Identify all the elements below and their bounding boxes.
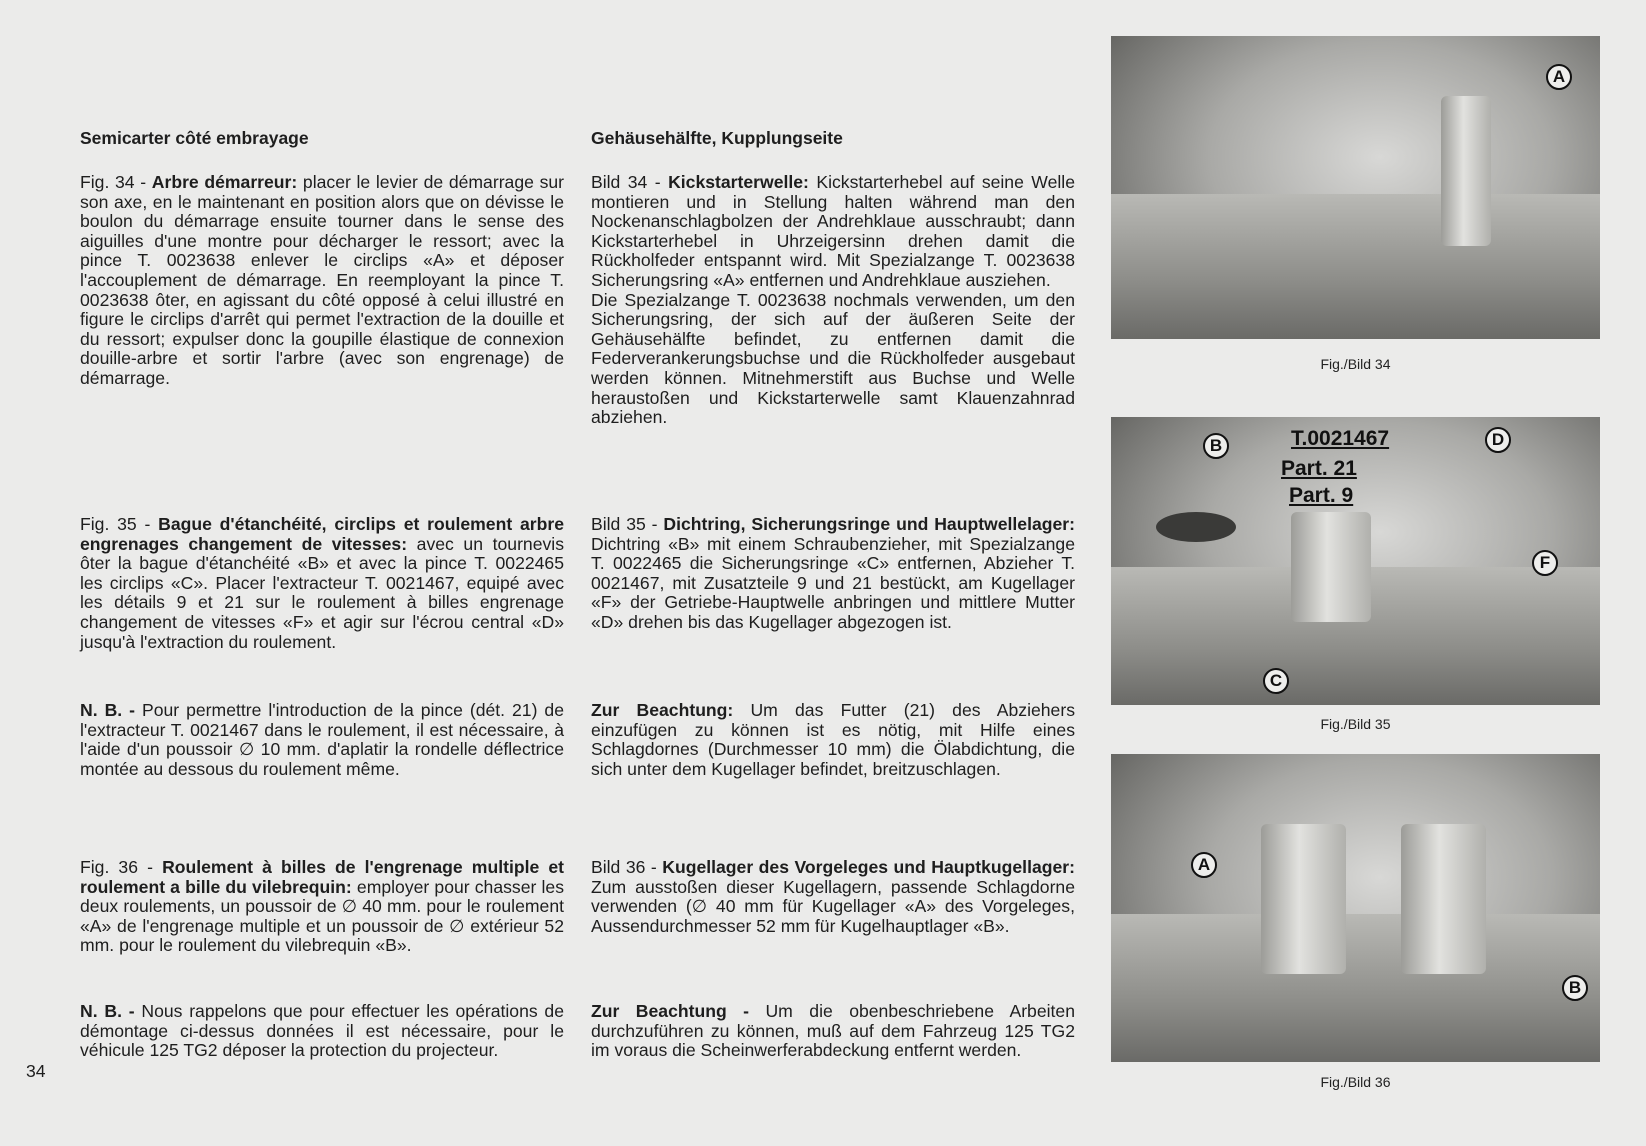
de-bild34-title: Kickstarterwelle: bbox=[668, 172, 809, 192]
fr-fig36-lead: Fig. 36 - bbox=[80, 857, 163, 877]
fr-fig36-paragraph bbox=[80, 858, 564, 956]
de-bild35-text: Dichtring «B» mit einem Schraubenzieher, mit Spezialzange T. 0022465 die Sicherungsringe «C» entfernen, Abzieher T. 0021467, mit Zusatzteile 9 und 21 bestückt, am Kugellager «F» der Getriebe-Hauptwelle anbringen und mittlere Mutter «D» drehen bis das Kugellager abgezogen ist. bbox=[591, 533, 1075, 632]
de-bild35-title: Dichtring, Sicherungsringe und Hauptwellelager: bbox=[663, 514, 1075, 534]
de-note2-title: Zur Beachtung - bbox=[591, 1001, 750, 1021]
crankcase-shape bbox=[1111, 914, 1600, 1062]
figure-34-photo bbox=[1111, 36, 1600, 339]
de-bild35-lead: Bild 35 - bbox=[591, 514, 664, 534]
label-d: D bbox=[1485, 427, 1511, 453]
part9-tag: Part. 9 bbox=[1289, 484, 1354, 507]
label-f: F bbox=[1532, 550, 1558, 576]
fr-nb1-paragraph bbox=[80, 701, 564, 779]
fr-fig34-paragraph bbox=[80, 173, 564, 389]
crankcase-shape bbox=[1111, 194, 1600, 339]
label-a: A bbox=[1191, 852, 1217, 878]
fr-nb2-paragraph bbox=[80, 1002, 564, 1061]
fr-fig35-title: Bague d'étanchéité, circlips et roulement arbre engrenages changement de vitesses: bbox=[80, 514, 564, 554]
de-bild36-text: Zum ausstoßen dieser Kugellagern, passende Schlagdorne verwenden (∅ 40 mm für Kugellager «A» des Vorgeleges, Aussendurchmesser 52 mm für Kugelhauptlager «B». bbox=[591, 876, 1075, 936]
figure-36-caption: Fig./Bild 36 bbox=[1320, 1074, 1391, 1090]
de-bild36-title: Kugellager des Vorgeleges und Hauptkugellager: bbox=[662, 857, 1075, 877]
figure-35-photo bbox=[1111, 417, 1600, 705]
drift-tool-left-shape bbox=[1261, 824, 1346, 974]
seal-ring-shape bbox=[1156, 512, 1236, 542]
de-note1-text: Um das Futter (21) des Abziehers einzufügen zu können ist es nötig, mit Hilfe eines Schlagdornes (Durchmesser 10 mm) die Ölabdichtung, die sich unter dem Kugellager befindet, breitzuschlagen. bbox=[591, 700, 1075, 779]
fr-fig36-text: employer pour chasser les deux roulements, un poussoir de ∅ 40 mm. pour le roulement «A» de l'engrenage multiple et un poussoir de ∅ extérieur 52 mm. pour le roulement du vilebrequin «B». bbox=[80, 876, 564, 956]
de-note2-text: Um die obenbeschriebene Arbeiten durchzuführen zu können, muß auf dem Fahrzeug 125 TG2 im voraus die Scheinwerferabdeckung entfernt werden. bbox=[591, 1001, 1075, 1061]
label-b: B bbox=[1203, 433, 1229, 459]
de-note2-paragraph bbox=[591, 1002, 1075, 1061]
fr-nb2-text: Nous rappelons que pour effectuer les opérations de démontage ci-dessus données il est nécessaire, pour le véhicule 125 TG2 déposer la protection du projecteur. bbox=[80, 1001, 564, 1061]
part21-tag: Part. 21 bbox=[1281, 457, 1357, 480]
fr-fig35-lead: Fig. 35 - bbox=[80, 514, 159, 534]
de-note1-title: Zur Beachtung: bbox=[591, 700, 734, 720]
extractor-tool-shape bbox=[1291, 512, 1371, 622]
label-b: B bbox=[1562, 975, 1588, 1001]
de-bild34-paragraph bbox=[591, 173, 1075, 428]
fr-fig34-title: Arbre démarreur: bbox=[151, 172, 298, 192]
fr-fig35-paragraph bbox=[80, 515, 564, 652]
figure-35-caption: Fig./Bild 35 bbox=[1320, 716, 1391, 732]
tool-tag: T.0021467 bbox=[1291, 427, 1390, 450]
fr-fig34-text: placer le levier de démarrage sur son axe, en le maintenant en position alors que on dévisse le boulon du démarrage ensuite tourner dans le sense des aiguilles d'une montre pour décharger le ressort; avec la pince T. 0023638 enlever le circlips «A» et déposer l'accouplement de démarrage. En reemployant la pince T. 0023638 ôter, en agissant du côté opposé à celui illustré en figure le circlips d'arrêt qui permet l'extraction de la douille et du ressort; expulser donc la goupille élastique de connexion douille-arbre et sortir l'arbre (avec son engrenage) de démarrage. bbox=[80, 172, 565, 388]
fr-fig34-lead: Fig. 34 - bbox=[80, 172, 152, 192]
de-bild36-paragraph bbox=[591, 858, 1075, 936]
label-c: C bbox=[1263, 668, 1289, 694]
fr-nb1-title: N. B. - bbox=[80, 700, 135, 720]
fr-nb2-title: N. B. - bbox=[80, 1001, 135, 1021]
kickstarter-shaft-shape bbox=[1441, 96, 1491, 246]
fr-fig36-title: Roulement à billes de l'engrenage multiple et roulement a bille du vilebrequin: bbox=[80, 857, 565, 897]
figure-36-photo bbox=[1111, 754, 1600, 1062]
figure-34-caption: Fig./Bild 34 bbox=[1320, 356, 1391, 372]
de-bild34-lead: Bild 34 - bbox=[591, 172, 669, 192]
german-section-heading: Gehäusehälfte, Kupplungseite bbox=[591, 128, 843, 148]
label-a: A bbox=[1546, 64, 1572, 90]
fr-nb1-text: Pour permettre l'introduction de la pince (dét. 21) de l'extracteur T. 0021467 dans le roulement, il est nécessaire, à l'aide d'un poussoir ∅ 10 mm. d'aplatir la rondelle déflectrice montée au dessous du roulement même. bbox=[80, 700, 564, 779]
de-bild35-paragraph bbox=[591, 515, 1075, 633]
de-bild36-lead: Bild 36 - bbox=[591, 857, 663, 877]
page-number: 34 bbox=[26, 1061, 46, 1081]
drift-tool-right-shape bbox=[1401, 824, 1486, 974]
de-note1-paragraph bbox=[591, 701, 1075, 779]
de-bild34-text: Kickstarterhebel auf seine Welle montieren und in Stellung halten während man den Nockenanschlagbolzen der Andrehklaue ausschraubt; dann Kickstarterhebel in Uhrzeigersinn drehen damit die Rückholfeder entspannt wird. Mit Spezialzange T. 0023638 Sicherungsring «A» entfernen und Andrehklaue ausziehen. bbox=[591, 172, 1075, 290]
french-section-heading: Semicarter côté embrayage bbox=[80, 128, 309, 148]
fr-fig35-text: avec un tournevis ôter la bague d'étanchéité «B» et avec la pince T. 0022465 les circlips «C». Placer l'extracteur T. 0021467, equipé avec les détails 9 et 21 sur le roulement à billes engrenage changement de vitesses «F» et agir sur l'écrou central «D» jusqu'à l'extraction du roulement. bbox=[80, 533, 564, 652]
de-bild34-text2: Die Spezialzange T. 0023638 nochmals verwenden, um den Sicherungsring, der sich auf der äußeren Seite der Gehäusehälfte befindet, zu entfernen damit die Federverankerungsbuchse und die Rückholfeder ausgebaut werden können. Mitnehmerstift aus Buchse und Welle heraustoßen und Kickstarterwelle samt Klauenzahnrad abziehen. bbox=[591, 289, 1075, 428]
